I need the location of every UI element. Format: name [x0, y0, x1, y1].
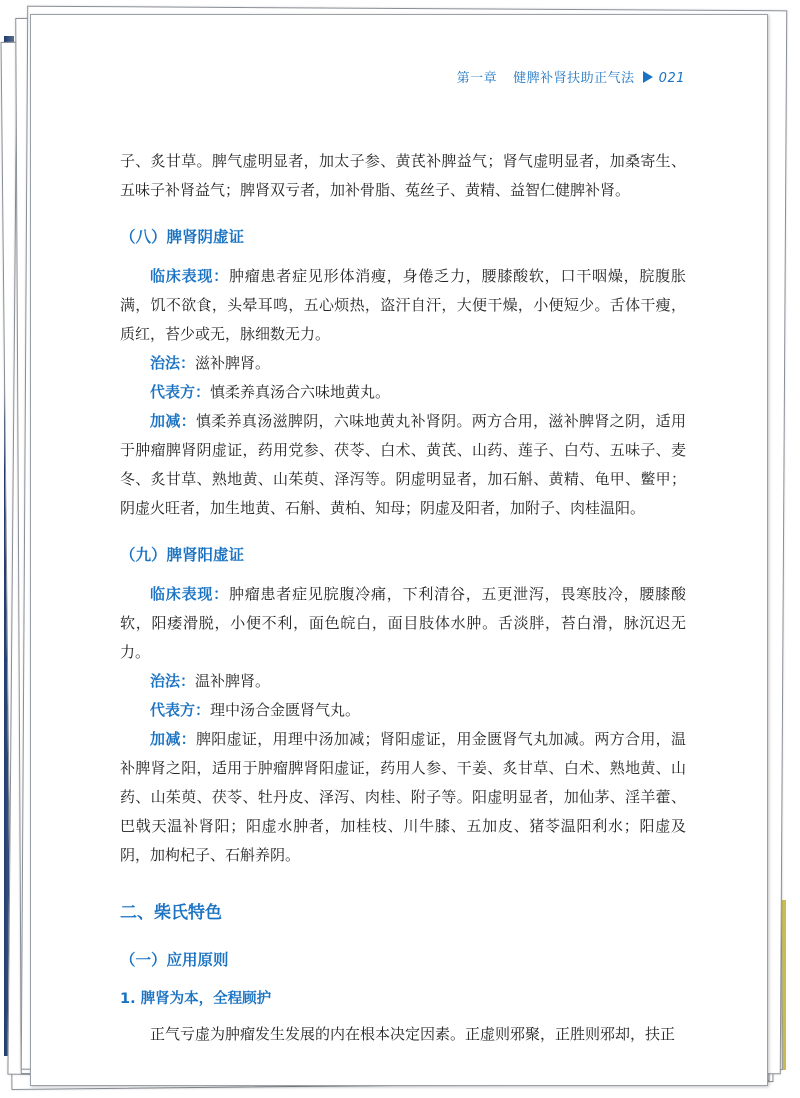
- page-body: [120, 147, 686, 1049]
- paragraph-clinical-9: [120, 580, 686, 667]
- paragraph-modify-8: [120, 407, 686, 523]
- text-treatment: 温补脾肾。: [195, 672, 271, 690]
- triangle-right-icon: [643, 71, 653, 83]
- paragraph-treatment-9: [120, 667, 686, 696]
- chapter-label: 第一章: [456, 71, 498, 86]
- text-formula: 慎柔养真汤合六味地黄丸。: [210, 383, 391, 401]
- label-modify: 加减：: [150, 730, 196, 748]
- label-modify: 加减：: [150, 412, 196, 430]
- page-header: [31, 15, 767, 85]
- section-heading-2: 二、柴氏特色: [120, 903, 222, 923]
- paragraph-intro: 子、炙甘草。脾气虚明显者，加太子参、黄芪补脾益气；肾气虚明显者，加桑寄生、五味子补肾益气；脾肾双亏者，加补骨脂、菟丝子、黄精、益智仁健脾补肾。: [120, 152, 686, 199]
- subsection-heading-1: （一）应用原则: [120, 951, 229, 969]
- label-treatment: 治法：: [150, 354, 196, 372]
- paragraph-clinical-8: [120, 262, 686, 349]
- label-formula: 代表方：: [150, 701, 211, 719]
- label-clinical: 临床表现：: [150, 267, 229, 285]
- text-modify: 脾阳虚证，用理中汤加减；肾阳虚证，用金匮肾气丸加减。两方合用，温补脾肾之阳，适用于肿瘤脾肾阳虚证，药用人参、干姜、炙甘草、白术、熟地黄、山药、山茱萸、茯苓、牡丹皮、泽泻、肉桂、附子等。阳虚明显者，加仙茅、淫羊藿、巴戟天温补肾阳；阳虚水肿者，加桂枝、川牛膝、五加皮、猪苓温阳利水；阳虚及阴，加枸杞子、石斛养阴。: [120, 730, 686, 864]
- section-heading-9: （九）脾肾阳虚证: [120, 546, 245, 564]
- running-head: [457, 67, 685, 86]
- text-treatment: 滋补脾肾。: [195, 354, 271, 372]
- paragraph-formula-9: [120, 696, 686, 725]
- text-clinical: 肿瘤患者症见脘腹冷痛，下利清谷，五更泄泻，畏寒肢冷，腰膝酸软，阳痿滑脱，小便不利，面色皖白，面目肢体水肿。舌淡胖，苔白滑，脉沉迟无力。: [120, 585, 686, 661]
- paragraph-modify-9: [120, 725, 686, 870]
- paragraph-treatment-8: [120, 349, 686, 378]
- text-modify: 慎柔养真汤滋脾阴，六味地黄丸补肾阴。两方合用，滋补脾肾之阴，适用于肿瘤脾肾阴虚证，药用党参、茯苓、白术、黄芪、山药、莲子、白芍、五味子、麦冬、炙甘草、熟地黄、山茱萸、泽泻等。阴虚明显者，加石斛、黄精、龟甲、鳖甲；阴虚火旺者，加生地黄、石斛、黄柏、知母；阴虚及阳者，加附子、肉桂温阳。: [120, 412, 686, 517]
- page-number: 021: [658, 71, 685, 86]
- item-heading-1: 1. 脾肾为本，全程顾护: [120, 991, 272, 1007]
- paragraph-formula-8: [120, 378, 686, 407]
- text-formula: 理中汤合金匮肾气丸。: [210, 701, 361, 719]
- text-clinical: 肿瘤患者症见形体消瘦，身倦乏力，腰膝酸软，口干咽燥，脘腹胀满，饥不欲食，头晕耳鸣，五心烦热，盗汗自汗，大便干燥，小便短少。舌体干瘦，质红，苔少或无，脉细数无力。: [120, 267, 686, 343]
- book-page: [30, 14, 768, 1086]
- label-treatment: 治法：: [150, 672, 196, 690]
- label-clinical: 临床表现：: [150, 585, 229, 603]
- chapter-title: 健脾补肾扶助正气法: [513, 71, 635, 86]
- section-heading-8: （八）脾肾阴虚证: [120, 228, 245, 246]
- label-formula: 代表方：: [150, 383, 211, 401]
- paragraph-last: 正气亏虚为肿瘤发生发展的内在根本决定因素。正虚则邪聚，正胜则邪却，扶正: [150, 1025, 676, 1043]
